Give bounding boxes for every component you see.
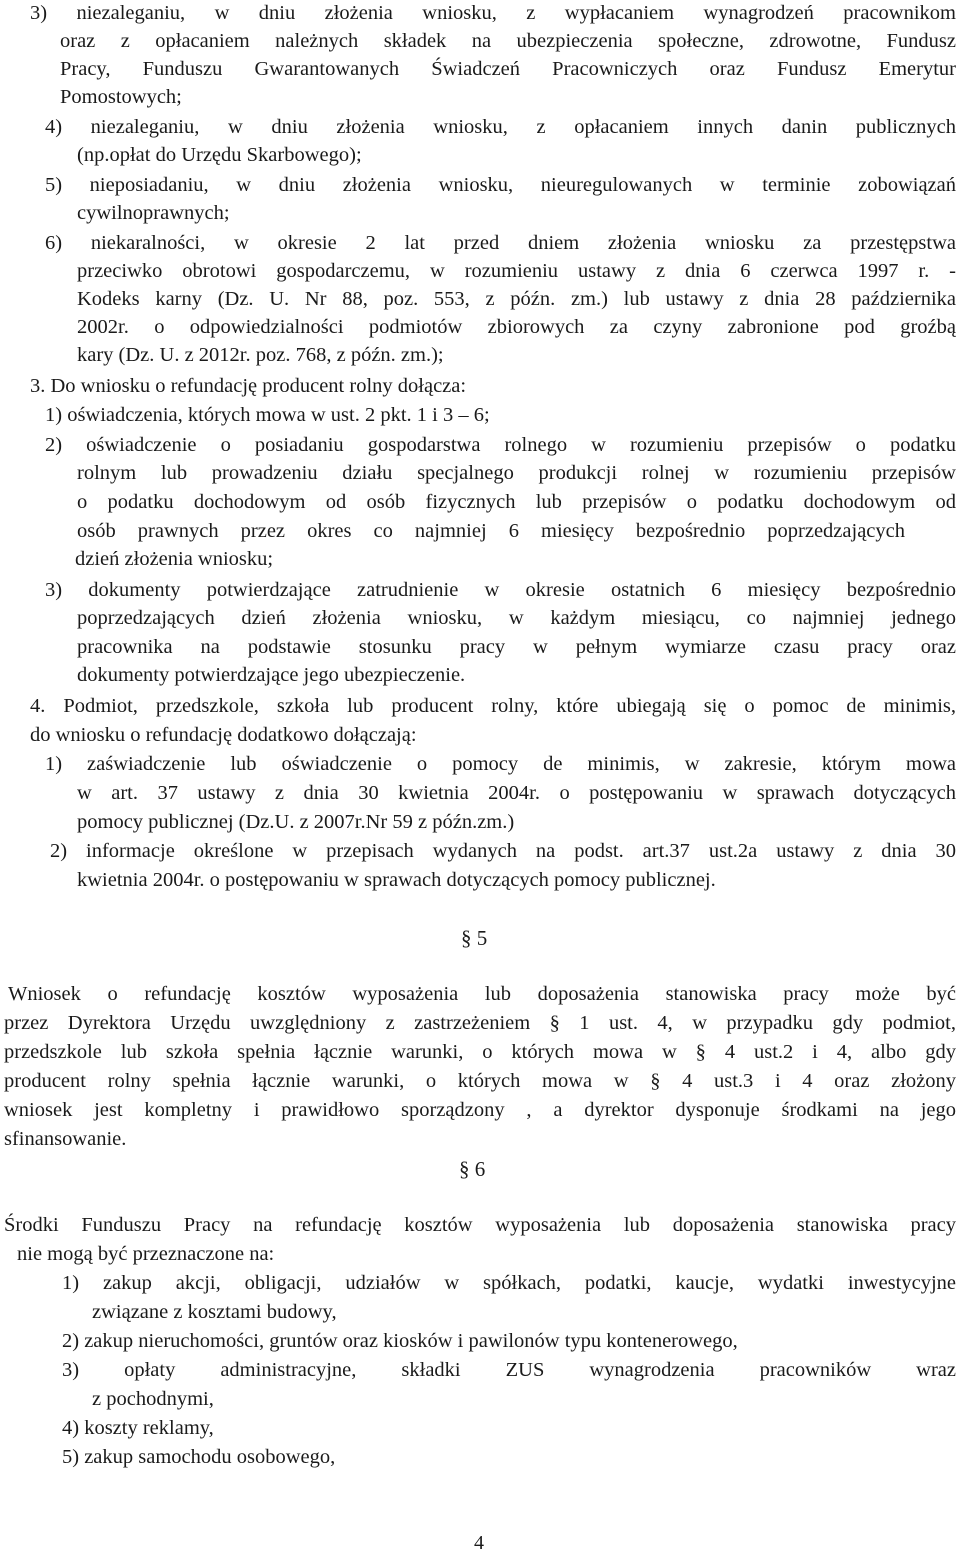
paragraph-4-line-1: 4. Podmiot, przedszkole, szkoła lub producent rolny, które ubiegają się o pomoc de minimis, (30, 695, 956, 717)
list-item-3-line-1: 3) niezaleganiu, w dniu złożenia wniosku, z wypłacaniem wynagrodzeń pracownikom (30, 2, 956, 24)
section-6-heading: § 6 (459, 1157, 486, 1181)
paragraph-4-item-2-line-1: 2) informacje określone w przepisach wydanych na podst. art.37 ust.2a ustawy z dnia 30 (50, 840, 956, 862)
list-item-3-line-2: oraz z opłacaniem należnych składek na ubezpieczenia społeczne, zdrowotne, Fundusz (60, 30, 956, 52)
section-6-item-5: 5) zakup samochodu osobowego, (62, 1446, 336, 1468)
list-item-3-line-4: Pomostowych; (60, 86, 182, 108)
section-5-heading: § 5 (461, 926, 488, 950)
list-item-4-line-1: 4) niezaleganiu, w dniu złożenia wniosku, z opłacaniem innych danin publicznych (45, 116, 956, 138)
section-6-item-1-line-1: 1) zakup akcji, obligacji, udziałów w spółkach, podatki, kaucje, wydatki inwestycyjne (62, 1272, 956, 1294)
section-5-line-5: wniosek jest kompletny i prawidłowo sporządzony , a dyrektor dysponuje środkami na jego (4, 1099, 956, 1121)
paragraph-3-item-2-line-5: dzień złożenia wniosku; (75, 548, 274, 570)
list-item-5-line-2: cywilnoprawnych; (77, 202, 230, 224)
list-item-6-line-4: 2002r. o odpowiedzialności podmiotów zbiorowych za czyny zabronione pod groźbą (77, 316, 956, 338)
paragraph-3-item-2-line-3: o podatku dochodowym od osób fizycznych lub przepisów o podatku dochodowym od (77, 491, 956, 513)
list-item-6-line-5: kary (Dz. U. z 2012r. poz. 768, z późn. zm.); (77, 344, 444, 366)
section-6-line-2: nie mogą być przeznaczone na: (17, 1243, 275, 1265)
paragraph-4-line-2: do wniosku o refundację dodatkowo dołączają: (30, 724, 417, 746)
page-number: 4 (474, 1532, 484, 1554)
section-5-line-6: sfinansowanie. (4, 1128, 127, 1150)
paragraph-3-item-3-line-3: pracownika na podstawie stosunku pracy w pełnym wymiarze czasu pracy oraz (77, 636, 956, 658)
paragraph-3-heading: 3. Do wniosku o refundację producent rolny dołącza: (30, 375, 467, 397)
section-5-line-1: Wniosek o refundację kosztów wyposażenia lub doposażenia stanowiska pracy może być (8, 983, 956, 1005)
section-6-item-2: 2) zakup nieruchomości, gruntów oraz kiosków i pawilonów typu kontenerowego, (62, 1330, 738, 1352)
section-5-line-4: producent rolny spełnia łącznie warunki, o których mowa w § 4 ust.3 i 4 oraz złożony (4, 1070, 956, 1092)
list-item-4-line-2: (np.opłat do Urzędu Skarbowego); (77, 144, 362, 166)
paragraph-3-item-3-line-2: poprzedzających dzień złożenia wniosku, w każdym miesiącu, co najmniej jednego (77, 607, 956, 629)
paragraph-3-item-1: 1) oświadczenia, których mowa w ust. 2 pkt. 1 i 3 – 6; (45, 404, 490, 426)
section-5-line-2: przez Dyrektora Urzędu uwzględniony z zastrzeżeniem § 1 ust. 4, w przypadku gdy podmiot, (4, 1012, 956, 1034)
paragraph-4-item-1-line-1: 1) zaświadczenie lub oświadczenie o pomocy de minimis, w zakresie, którym mowa (45, 753, 956, 775)
section-5-line-3: przedszkole lub szkoła spełnia łącznie warunki, o których mowa w § 4 ust.2 i 4, albo gdy (4, 1041, 956, 1063)
paragraph-3-item-3-line-1: 3) dokumenty potwierdzające zatrudnienie w okresie ostatnich 6 miesięcy bezpośrednio (45, 579, 956, 601)
paragraph-4-item-1-line-2: w art. 37 ustawy z dnia 30 kwietnia 2004r. o postępowaniu w sprawach dotyczących (77, 782, 956, 804)
paragraph-4-item-2-line-2: kwietnia 2004r. o postępowaniu w sprawach dotyczących pomocy publicznej. (77, 869, 716, 891)
section-6-item-3-line-2: z pochodnymi, (92, 1388, 214, 1410)
list-item-6-line-3: Kodeks karny (Dz. U. Nr 88, poz. 553, z późn. zm.) lub ustawy z dnia 28 października (77, 288, 956, 310)
paragraph-3-item-2-line-1: 2) oświadczenie o posiadaniu gospodarstwa rolnego w rozumieniu przepisów o podatku (45, 434, 956, 456)
list-item-6-line-2: przeciwko obrotowi gospodarczemu, w rozumieniu ustawy z dnia 6 czerwca 1997 r. - (77, 260, 956, 282)
section-6-item-4: 4) koszty reklamy, (62, 1417, 214, 1439)
section-6-item-3-line-1: 3) opłaty administracyjne, składki ZUS wynagrodzenia pracowników wraz (62, 1359, 956, 1381)
section-6-line-1: Środki Funduszu Pracy na refundację kosztów wyposażenia lub doposażenia stanowiska pracy (4, 1214, 956, 1236)
section-6-item-1-line-2: związane z kosztami budowy, (92, 1301, 337, 1323)
list-item-3-line-3: Pracy, Funduszu Gwarantowanych Świadczeń Pracowniczych oraz Fundusz Emerytur (60, 58, 956, 80)
list-item-5-line-1: 5) nieposiadaniu, w dniu złożenia wniosku, nieuregulowanych w terminie zobowiązań (45, 174, 956, 196)
list-item-6-line-1: 6) niekaralności, w okresie 2 lat przed dniem złożenia wniosku za przestępstwa (45, 232, 956, 254)
paragraph-3-item-3-line-4: dokumenty potwierdzające jego ubezpieczenie. (77, 664, 466, 686)
paragraph-3-item-2-line-4: osób prawnych przez okres co najmniej 6 miesięcy bezpośrednio poprzedzających (77, 520, 905, 542)
paragraph-4-item-1-line-3: pomocy publicznej (Dz.U. z 2007r.Nr 59 z późn.zm.) (77, 811, 515, 833)
paragraph-3-item-2-line-2: rolnym lub prowadzeniu działu specjalnego produkcji rolnej w rozumieniu przepisów (77, 462, 956, 484)
